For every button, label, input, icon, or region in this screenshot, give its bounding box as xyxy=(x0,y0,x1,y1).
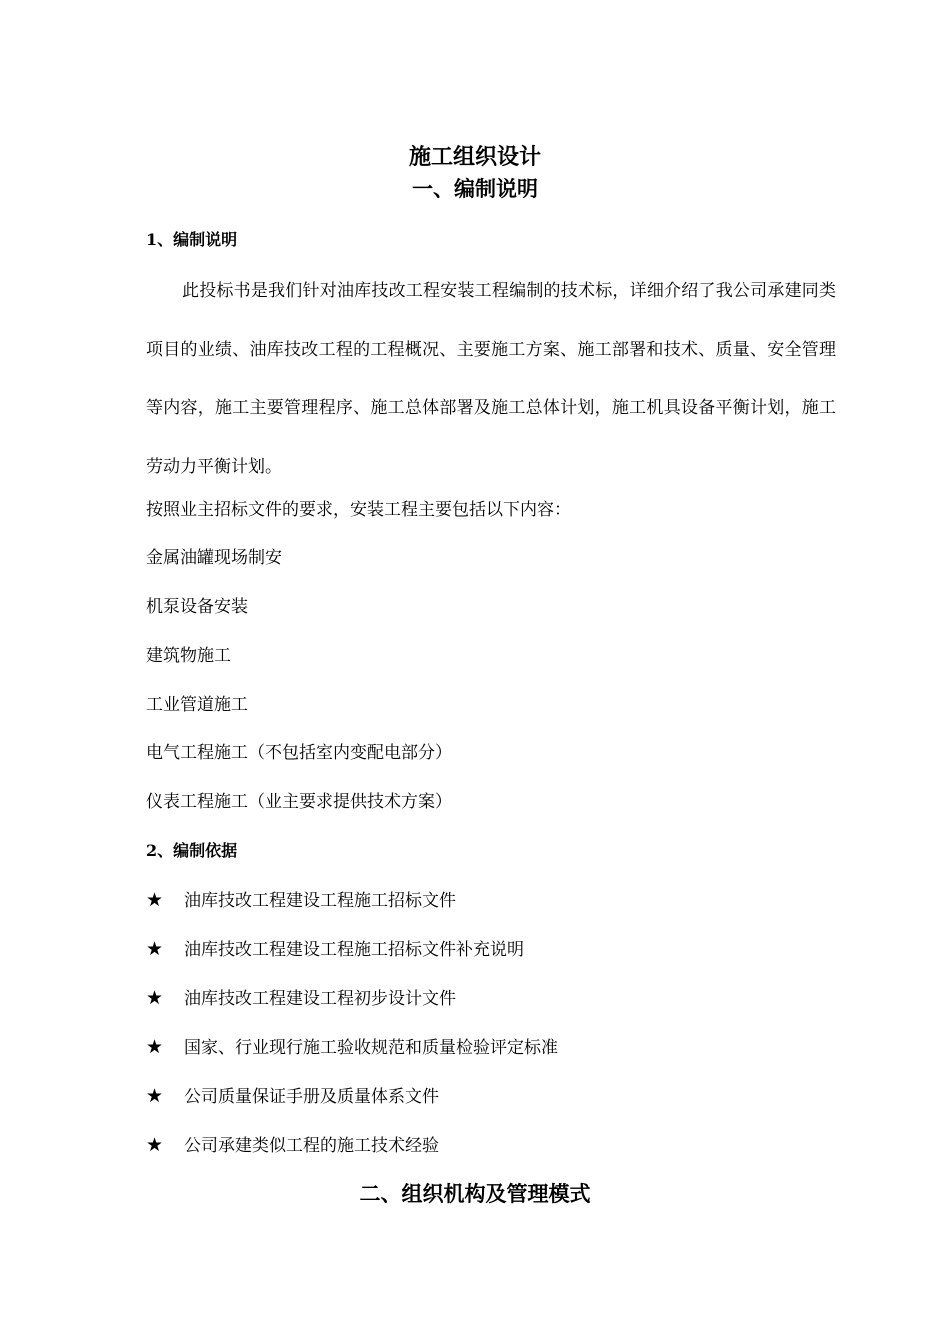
basis-list-item xyxy=(146,1034,558,1061)
basis-item-text: 公司质量保证手册及质量体系文件 xyxy=(184,1087,439,1107)
basis-item-text: 公司承建类似工程的施工技术经验 xyxy=(184,1136,439,1156)
star-bullet-icon: ★ xyxy=(146,1085,164,1107)
subsection-1-heading: 1、编制说明 xyxy=(146,230,238,249)
star-bullet-icon: ★ xyxy=(146,1036,164,1058)
star-bullet-icon: ★ xyxy=(146,987,164,1009)
section-1-title: 一、编制说明 xyxy=(412,176,538,201)
document-title: 施工组织设计 xyxy=(408,144,541,170)
basis-list-item xyxy=(146,936,524,963)
scope-item: 仪表工程施工（业主要求提供技术方案） xyxy=(146,792,452,812)
scope-item: 金属油罐现场制安 xyxy=(146,548,282,568)
star-bullet-icon: ★ xyxy=(146,1134,164,1156)
scope-item: 机泵设备安装 xyxy=(146,597,248,617)
scope-item: 电气工程施工（不包括室内变配电部分） xyxy=(146,743,452,763)
subsection-2-heading: 2、编制依据 xyxy=(146,841,238,860)
basis-item-text: 油库技改工程建设工程施工招标文件 xyxy=(184,891,456,911)
basis-item-text: 油库技改工程建设工程初步设计文件 xyxy=(184,989,456,1009)
basis-item-text: 油库技改工程建设工程施工招标文件补充说明 xyxy=(184,940,524,960)
star-bullet-icon: ★ xyxy=(146,938,164,960)
basis-list-item xyxy=(146,1083,439,1110)
section-2-title: 二、组织机构及管理模式 xyxy=(359,1181,591,1206)
basis-list-item xyxy=(146,887,456,914)
scope-intro: 按照业主招标文件的要求，安装工程主要包括以下内容： xyxy=(146,500,571,520)
scope-item: 工业管道施工 xyxy=(146,695,248,715)
scope-item: 建筑物施工 xyxy=(146,646,231,666)
basis-list-item xyxy=(146,1132,439,1159)
basis-list-item xyxy=(146,985,456,1012)
star-bullet-icon: ★ xyxy=(146,889,164,911)
basis-item-text: 国家、行业现行施工验收规范和质量检验评定标准 xyxy=(184,1038,558,1058)
intro-paragraph: 此投标书是我们针对油库技改工程安装工程编制的技术标，详细介绍了我公司承建同类项目的业绩、油库技改工程的工程概况、主要施工方案、施工部署和技术、质量、安全管理等内容，施工主要管理程序、施工总体部署及施工总体计划，施工机具设备平衡计划，施工劳动力平衡计划。 xyxy=(146,281,836,477)
